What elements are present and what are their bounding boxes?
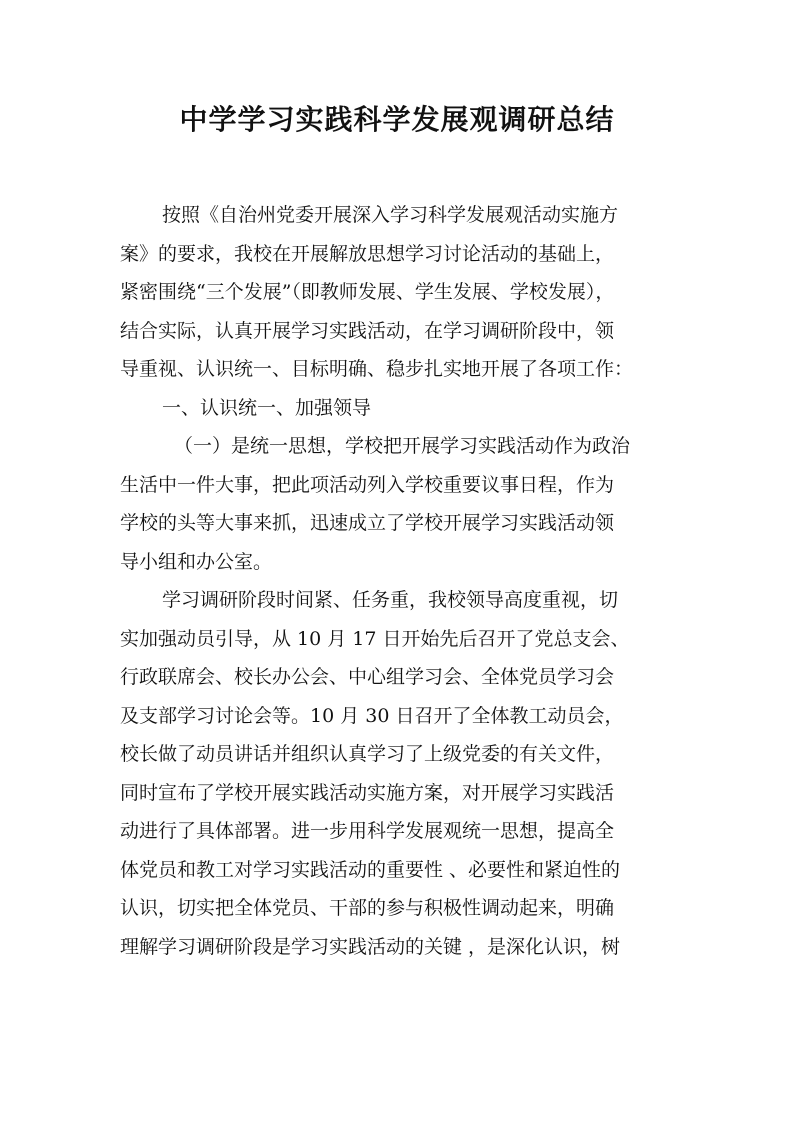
section-heading: 一、认识统一、加强领导 — [162, 396, 372, 419]
paragraph-line: 动进行了具体部署。进一步用科学发展观统一思想，提高全 — [120, 820, 615, 842]
paragraph-line: 认识，切实把全体党员、干部的参与积极性调动起来，明确 — [120, 897, 615, 919]
paragraph-line: 紧密围绕“三个发展”（即教师发展、学生发展、学校发展）， — [120, 281, 615, 303]
paragraph-line: 学习调研阶段时间紧、任务重，我校领导高度重视，切 — [162, 589, 619, 611]
paragraph-line: 导重视、认识统一、目标明确、稳步扎实地开展了各项工作： — [120, 358, 634, 380]
paragraph-line: 实加强动员引导，从 10 月 17 日开始先后召开了党总支会、 — [120, 627, 630, 650]
paragraph-line: 生活中一件大事，把此项活动列入学校重要议事日程，作为 — [120, 473, 615, 496]
paragraph-line: 按照《自治州党委开展深入学习科学发展观活动实施方 — [162, 204, 619, 226]
paragraph-line: 及支部学习讨论会等。10 月 30 日召开了全体教工动员会， — [120, 704, 624, 727]
paragraph-line: 导小组和办公室。 — [120, 550, 273, 573]
paragraph-line: 体党员和教工对学习实践活动的重要性 、必要性和紧迫性的 — [120, 858, 621, 881]
document-title: 中学学习实践科学发展观调研总结 — [179, 103, 615, 136]
paragraph-line: 校长做了动员讲话并组织认真学习了上级党委的有关文件， — [120, 743, 615, 765]
document-body — [120, 196, 695, 966]
paragraph-line: 同时宣布了学校开展实践活动实施方案，对开展学习实践活 — [120, 781, 615, 804]
paragraph-line: 学校的头等大事来抓，迅速成立了学校开展学习实践活动领 — [120, 512, 615, 534]
paragraph-line: 理解学习调研阶段是学习实践活动的关键 ，是深化认识，树 — [120, 935, 621, 958]
paragraph-line: 结合实际，认真开展学习实践活动，在学习调研阶段中，领 — [120, 319, 615, 342]
paragraph-line: 行政联席会、校长办公会、中心组学习会、全体党员学习会 — [120, 666, 615, 688]
paragraph-line: （一）是统一思想，学校把开展学习实践活动作为政治 — [174, 435, 631, 457]
paragraph-line: 案》的要求，我校在开展解放思想学习讨论活动的基础上， — [120, 242, 615, 265]
